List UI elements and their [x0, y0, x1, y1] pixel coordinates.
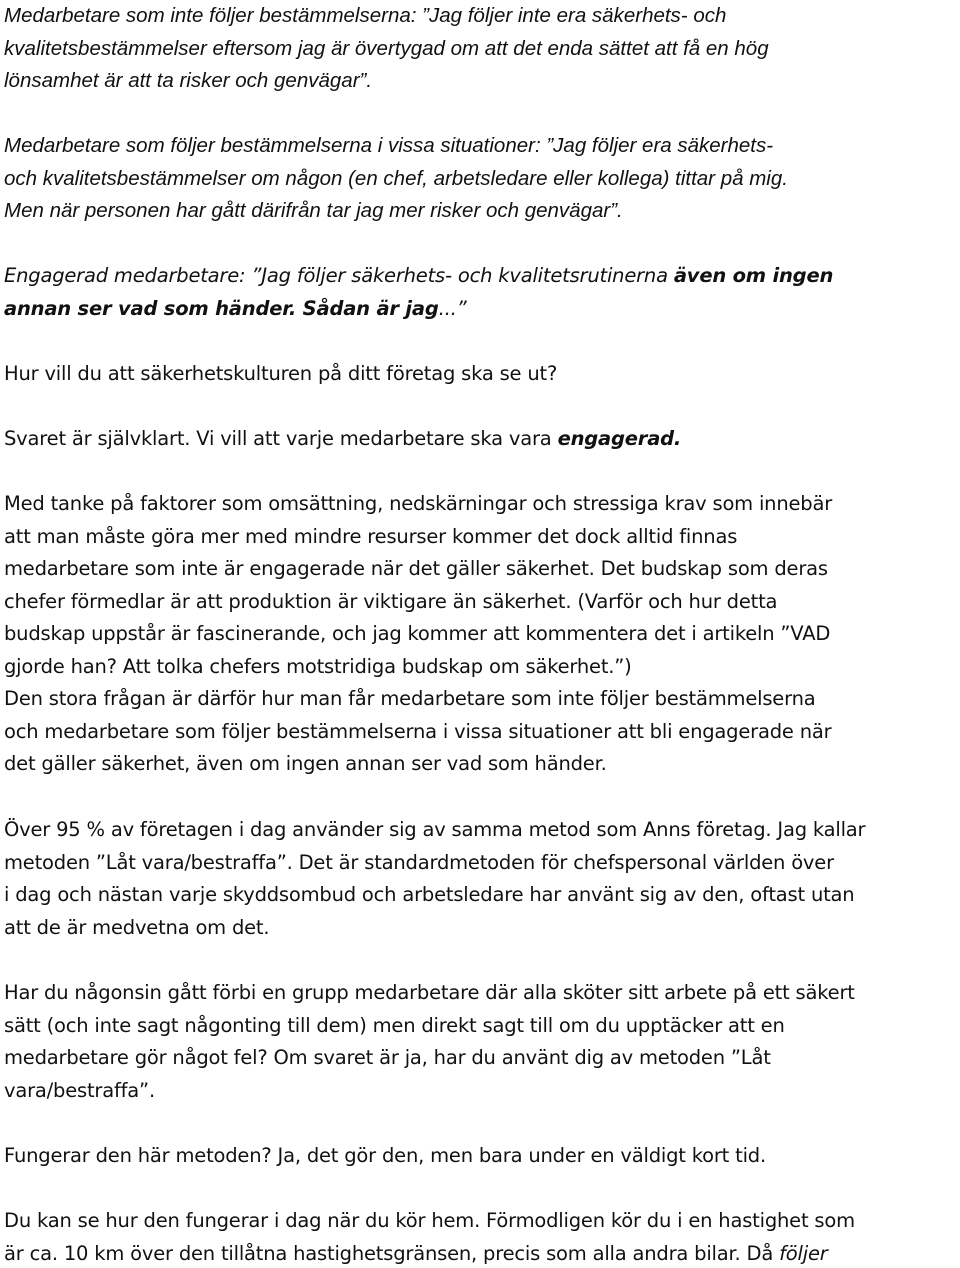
italic-text-run: följer [779, 1241, 828, 1265]
text-line: att de är medvetna om det. [4, 915, 270, 939]
text-line [4, 293, 833, 326]
text-line: Medarbetare som inte följer bestämmelserna: ”Jag följer inte era säkerhets- och [4, 4, 727, 27]
text-line: det gäller säkerhet, även om ingen annan ser vad som händer. [4, 752, 607, 775]
text-line: och kvalitetsbestämmelser om någon (en chef, arbetsledare eller kollega) tittar på mig. [4, 166, 788, 190]
paragraph-situational-employee [4, 130, 788, 228]
text-line: Medarbetare som följer bestämmelserna i vissa situationer: ”Jag följer era säkerhets- [4, 134, 774, 157]
paragraph-answer [4, 423, 681, 456]
text-line: Har du någonsin gått förbi en grupp medarbetare där alla sköter sitt arbete på ett säkert [4, 981, 855, 1004]
text-line: Du kan se hur den fungerar i dag när du kör hem. Förmodligen kör du i en hastighet som [4, 1209, 855, 1232]
bold-text-run: annan ser vad som händer. Sådan är jag [4, 296, 439, 320]
text-line: medarbetare som inte är engagerade när det gäller säkerhet. Det budskap som deras [4, 557, 828, 580]
text-line: sätt (och inte sagt någonting till dem) men direkt sagt till om du upptäcker att en [4, 1013, 785, 1037]
text-line: Med tanke på faktorer som omsättning, nedskärningar och stressiga krav som innebär [4, 492, 833, 515]
bold-text-run: även om ingen [673, 264, 834, 287]
text-line: medarbetare gör något fel? Om svaret är ja, har du använt dig av metoden ”Låt [4, 1046, 771, 1069]
text-line: chefer förmedlar är att produktion är viktigare än säkerhet. (Varför och hur detta [4, 589, 778, 613]
text-line: budskap uppstår är fascinerande, och jag kommer att kommentera det i artikeln ”VAD [4, 622, 831, 645]
text-line: vara/bestraffa”. [4, 1078, 155, 1102]
bold-italic-text-run: engagerad. [557, 427, 682, 450]
text-line [4, 423, 681, 456]
text-run: Engagerad medarbetare: ”Jag följer säkerhets- och kvalitetsrutinerna [4, 264, 674, 287]
text-line: gjorde han? Att tolka chefers motstridiga budskap om säkerhet.”) [4, 654, 632, 678]
paragraph-non-compliant-employee [4, 0, 769, 98]
text-line: att man måste göra mer med mindre resurser kommer det dock alltid finnas [4, 524, 738, 548]
paragraph-does-it-work [4, 1140, 766, 1173]
text-run: är ca. 10 km över den tillåtna hastighetsgränsen, precis som alla andra bilar. Då [4, 1241, 780, 1265]
text-line [4, 1238, 855, 1268]
paragraph-example [4, 977, 855, 1107]
text-run: Svaret är självklart. Vi vill att varje medarbetare ska vara [4, 427, 558, 450]
paragraph-engaged-employee [4, 260, 833, 325]
text-line: i dag och nästan varje skyddsombud och arbetsledare har använt sig av den, oftast utan [4, 883, 855, 906]
text-line: lönsamhet är att ta risker och genvägar”. [4, 69, 373, 92]
text-line: kvalitetsbestämmelser eftersom jag är övertygad om att det enda sättet att få en hög [4, 36, 769, 60]
text-line: och medarbetare som följer bestämmelserna i vissa situationer att bli engagerade när [4, 719, 832, 743]
text-line: Fungerar den här metoden? Ja, det gör den, men bara under en väldigt kort tid. [4, 1144, 766, 1167]
text-line: Den stora frågan är därför hur man får medarbetare som inte följer bestämmelserna [4, 687, 816, 710]
text-line [4, 260, 833, 293]
text-line: Men när personen har gått därifrån tar jag mer risker och genvägar”. [4, 199, 623, 222]
text-line: metoden ”Låt vara/bestraffa”. Det är standardmetoden för chefspersonal världen över [4, 850, 834, 874]
text-line: Hur vill du att säkerhetskulturen på ditt företag ska se ut? [4, 362, 558, 385]
paragraph-method [4, 814, 865, 944]
text-run: ...” [438, 296, 467, 320]
paragraph-factors [4, 488, 832, 781]
text-line: Över 95 % av företagen i dag använder sig av samma metod som Anns företag. Jag kallar [4, 818, 866, 841]
paragraph-question [4, 358, 557, 391]
paragraph-driving [4, 1205, 855, 1268]
